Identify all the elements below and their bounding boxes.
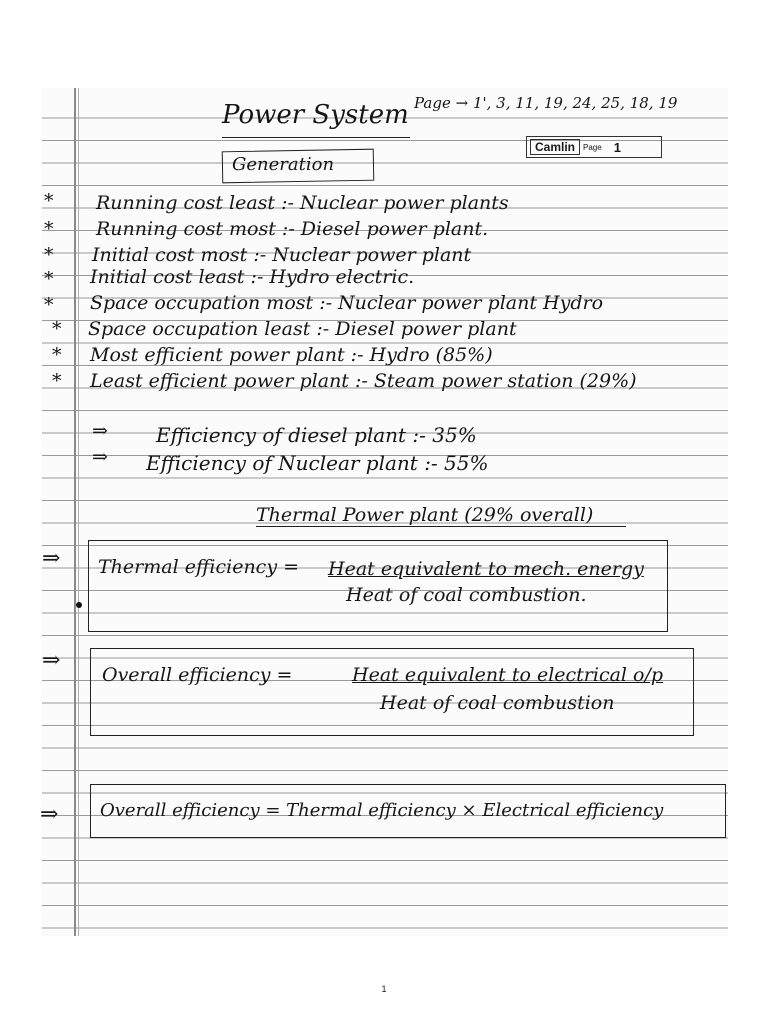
formula-denominator: Heat of coal combustion: [380, 692, 615, 714]
bullet-star: *: [44, 268, 54, 290]
formula-numerator: Heat equivalent to mech. energy: [328, 558, 644, 580]
formula-lhs: Overall efficiency =: [102, 664, 293, 686]
bullet-star: *: [44, 244, 54, 266]
fact-line: Space occupation most :- Nuclear power plant Hydro: [90, 292, 604, 314]
formula-lhs: Thermal efficiency =: [98, 556, 300, 578]
bullet-star: *: [44, 218, 54, 240]
stamp-page-number: 1: [613, 139, 621, 155]
stamp-page-label: Page: [583, 142, 602, 152]
fact-line: Space occupation least :- Diesel power plant: [88, 318, 517, 340]
formula-numerator: Heat equivalent to electrical o/p: [352, 664, 664, 686]
arrow-marker: ⇒: [92, 446, 108, 468]
arrow-marker: ⇒: [42, 546, 61, 571]
fact-line: Most efficient power plant :- Hydro (85%): [90, 344, 493, 366]
efficiency-line: Efficiency of Nuclear plant :- 55%: [146, 451, 489, 475]
thermal-heading: Thermal Power plant (29% overall): [256, 504, 594, 526]
fact-line: Initial cost most :- Nuclear power plant: [92, 244, 472, 266]
stamp-brand: Camlin: [530, 139, 580, 155]
bullet-star: *: [44, 294, 54, 316]
heading-underline: [256, 526, 626, 527]
notebook-stamp: [526, 136, 662, 158]
page-number-footer: 1: [381, 984, 387, 994]
fact-line: Initial cost least :- Hydro electric.: [90, 266, 415, 288]
bullet-star: *: [52, 318, 62, 340]
section-subtitle: Generation: [232, 154, 335, 175]
margin-line-secondary: [78, 88, 79, 936]
title-underline: [222, 137, 410, 138]
arrow-marker: ⇒: [42, 648, 61, 673]
bullet-star: *: [52, 344, 62, 366]
fact-line: Running cost most :- Diesel power plant.: [96, 218, 489, 240]
bullet-star: *: [52, 370, 62, 392]
efficiency-line: Efficiency of diesel plant :- 35%: [156, 423, 477, 447]
arrow-marker: ⇒: [92, 420, 108, 442]
page-title: Power System: [222, 100, 409, 130]
margin-dot: [76, 602, 82, 608]
fact-line: Least efficient power plant :- Steam power station (29%): [90, 370, 637, 392]
page-references: Page → 1', 3, 11, 19, 24, 25, 18, 19: [414, 94, 678, 112]
fact-line: Running cost least :- Nuclear power plants: [96, 192, 509, 214]
arrow-marker: ⇒: [40, 802, 59, 827]
bullet-star: *: [44, 190, 54, 212]
margin-line: [74, 88, 76, 936]
formula-statement: Overall efficiency = Thermal efficiency × Electrical efficiency: [100, 800, 664, 821]
formula-denominator: Heat of coal combustion.: [346, 584, 587, 606]
